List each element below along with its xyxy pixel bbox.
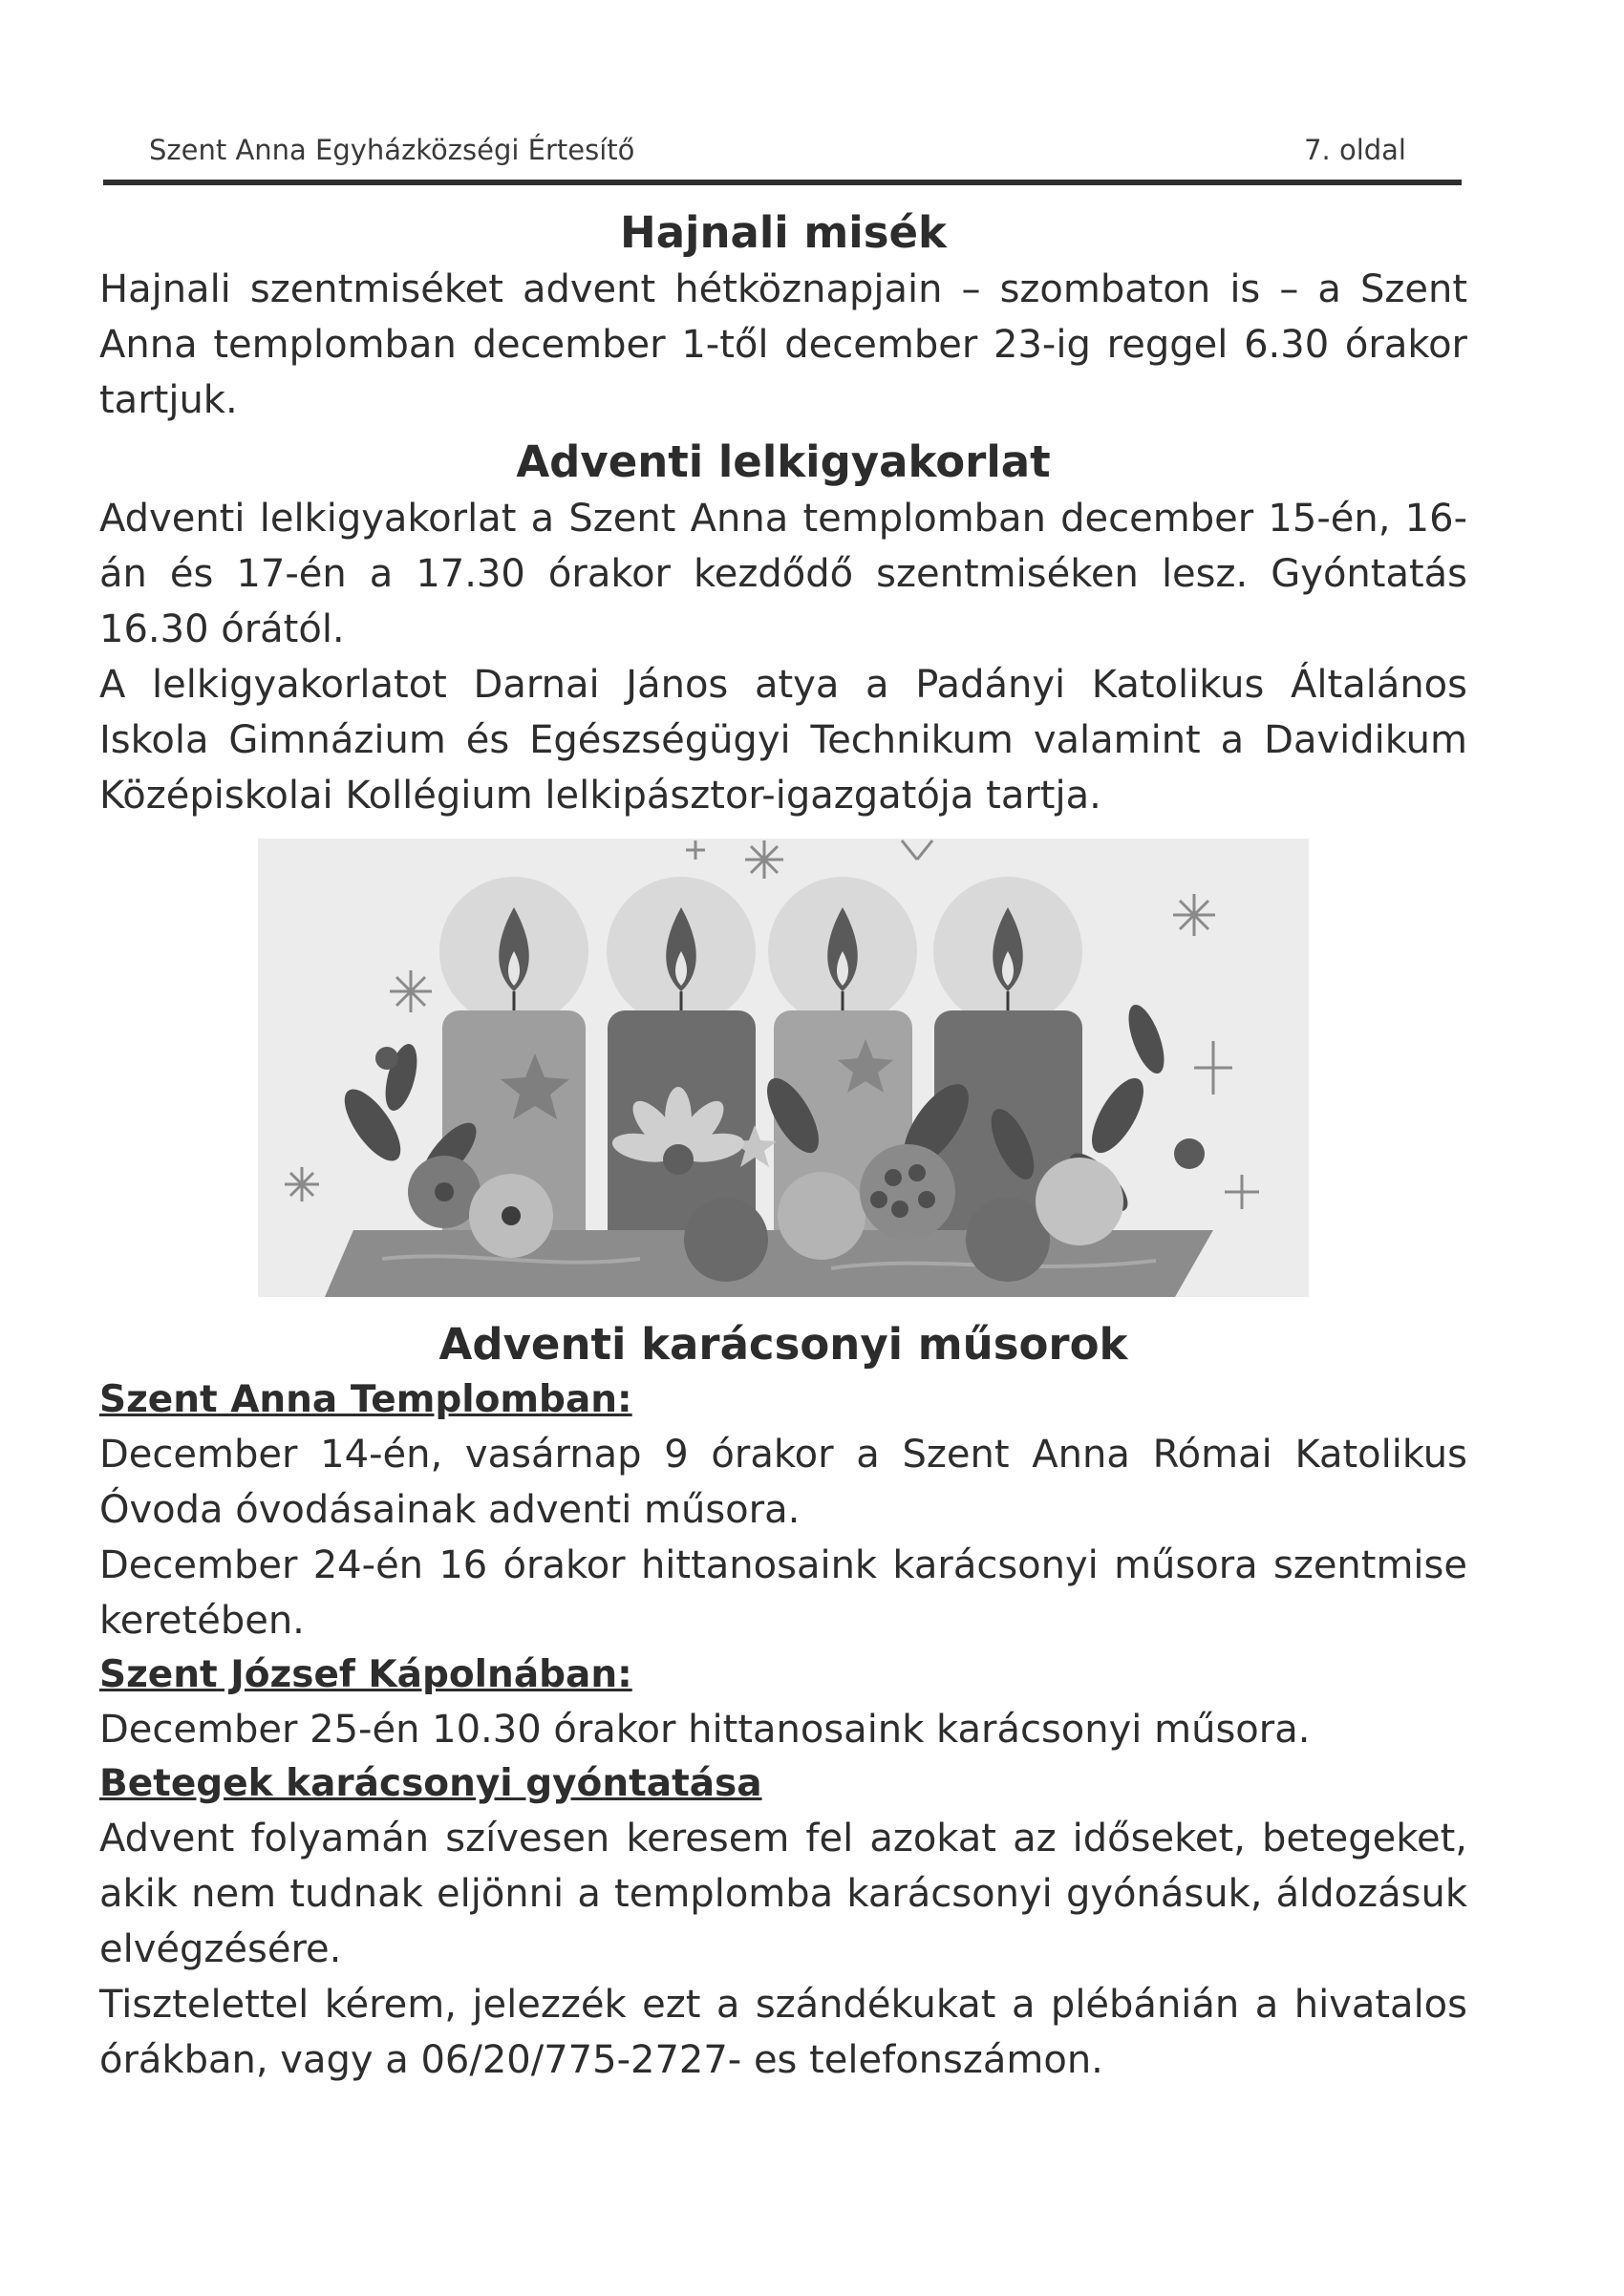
subheading-szent-anna-templomban: Szent Anna Templomban: (99, 1378, 632, 1421)
header-rule (103, 180, 1462, 185)
page-number: 7. oldal (1304, 134, 1406, 166)
paragraph-hajnali: Hajnali szentmiséket advent hétköznapjain – szombaton is – a Szent Anna templomban december 1-től december 23-ig reggel 6.30 órakor tartjuk. (99, 267, 1467, 422)
paragraph-musorok-4: Advent folyamán szívesen keresem fel azokat az időseket, betegeket, akik nem tudnak eljönni a templomba karácsonyi gyónásuk, áldozásuk elvégzésére. (99, 1817, 1467, 1971)
page-header (103, 132, 1462, 185)
section-title-lelkigyakorlat: Adventi lelkigyakorlat (516, 436, 1051, 487)
subheading-betegek-gyontatasa: Betegek karácsonyi gyóntatása (99, 1762, 762, 1805)
section-title-musorok: Adventi karácsonyi műsorok (438, 1319, 1128, 1370)
paragraph-musorok-2: December 24-én 16 órakor hittanosaink karácsonyi műsora szentmise keretében. (99, 1543, 1467, 1643)
paragraph-musorok-1: December 14-én, vasárnap 9 órakor a Szent Anna Római Katolikus Óvoda óvodásainak adventi műsora. (99, 1433, 1467, 1532)
advent-wreath-svg (258, 839, 1309, 1297)
page-content (99, 204, 1467, 2088)
section-title-hajnali: Hajnali misék (620, 207, 947, 258)
paragraph-musorok-5: Tisztelettel kérem, jelezzék ezt a szándékukat a plébánián a hivatalos órákban, vagy a 06/20/775-2727- es telefonszámon. (99, 1983, 1467, 2082)
paragraph-lelkigyakorlat-1: Adventi lelkigyakorlat a Szent Anna templomban december 15-én, 16-án és 17-én a 17.30 órakor kezdődő szentmiséken lesz. Gyóntatás 16.30 órától. (99, 497, 1467, 651)
newsletter-title: Szent Anna Egyházközségi Értesítő (149, 134, 635, 166)
paragraph-musorok-3: December 25-én 10.30 órakor hittanosaink karácsonyi műsora. (99, 1708, 1311, 1752)
subheading-szent-jozsef-kapolnaban: Szent József Kápolnában: (99, 1653, 632, 1696)
advent-candles-illustration (258, 839, 1309, 1297)
candle-glow-halos (439, 877, 1082, 1026)
paragraph-lelkigyakorlat-2: A lelkigyakorlatot Darnai János atya a Padányi Katolikus Általános Iskola Gimnázium és Egészségügyi Technikum valamint a Davidikum Középiskolai Kollégium lelkipásztor-igazgatója tartja. (99, 663, 1467, 818)
